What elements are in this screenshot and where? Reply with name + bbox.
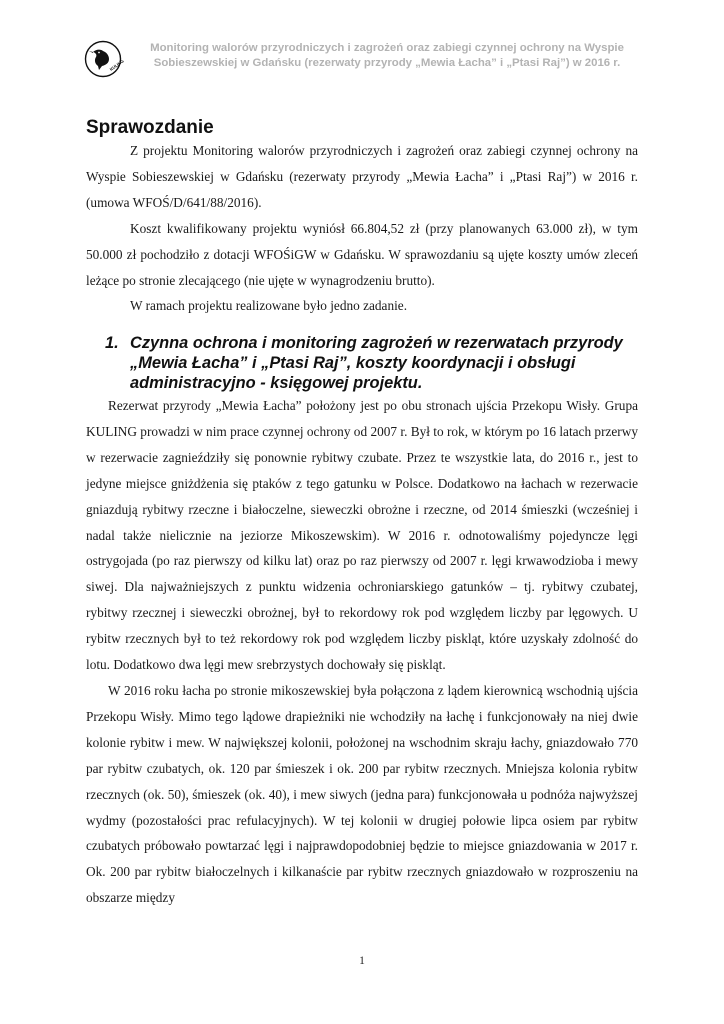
- running-header: Monitoring walorów przyrodniczych i zagrożeń oraz zabiegi czynnej ochrony na Wyspie Sobieszewskiej w Gdańsku (rezerwaty przyrody „Mewia Łacha” i „Ptasi Raj”) w 2016 r.: [150, 42, 624, 69]
- section-paragraph-1: Rezerwat przyrody „Mewia Łacha” położony jest po obu stronach ujścia Przekopu Wisły. Grupa KULING prowadzi w nim prace czynnej ochrony od 2007 r. Był to rok, w którym po 16 latach przerwy w rezerwacie zagnieździły się ponownie rybitwy czubate. Przez te wszystkie lata, do 2016 r., jest to jedyne miejsce gniżdżenia się ptaków z tego gatunku w Polsce. Dodatkowo na łachach w rezerwacie gniazdują rybitwy rzeczne i białoczelne, sieweczki obrożne i rzeczne, od 2014 śmieszki (wcześniej i nadal także nielicznie na jeziorze Mikoszewskim). W 2016 r. odnotowaliśmy pojedyncze lęgi ostrygojada (po raz pierwszy od kilku lat) oraz po raz pierwszy od 2007 r. lęgi krwawodzioba i mewy siwej. Dla najważniejszych z punktu widzenia ochroniarskiego gatunków – tj. rybitwy czubatej, rybitwy rzecznej i sieweczki obrożnej, był to rekordowy rok pod względem liczby par lęgowych. U rybitw rzecznych był to też rekordowy rok pod względem liczby piskląt, które uzyskały zdolność do lotu. Dodatkowo dwa lęgi mew srebrzystych dochowały się piskląt.: [86, 398, 638, 673]
- section-heading: [105, 333, 645, 393]
- section-number: 1.: [105, 334, 119, 352]
- intro-paragraph-1: Z projektu Monitoring walorów przyrodniczych i zagrożeń oraz zabiegi czynnej ochrony na Wyspie Sobieszewskiej w Gdańsku (rezerwaty przyrody „Mewia Łacha” i „Ptasi Raj”) w 2016 r. (umowa WFOŚ/D/641/88/2016).: [86, 143, 638, 210]
- bird-logo-icon: [84, 40, 125, 78]
- section-paragraph-2: W 2016 roku łacha po stronie mikoszewskiej była połączona z lądem kierownicą wschodnią ujścia Przekopu Wisły. Mimo tego lądowe drapieżniki nie wchodziły na łachę i funkcjonowały na niej dwie kolonie rybitw i mew. W największej kolonii, położonej na wschodnim skraju łachy, gniazdowało 770 par rybitw czubatych, ok. 120 par śmieszek i ok. 200 par rybitw rzecznych. Mniejsza kolonia rybitw rzecznych (ok. 50), śmieszek (ok. 40), i mew siwych (jedna para) funkcjonowała u podnóża najwyższej wydmy (pozostałości prac refulacyjnych). W tej kolonii w drugiej połowie lipca osiem par rybitw czubatych próbowało powtarzać lęgi i najprawdopodobniej będzie to miejsce gniazdowania w 2017 r. Ok. 200 par rybitw białoczelnych i kilkanaście par rybitw rzecznych gniazdowało w rozproszeniu na obszarze między: [86, 682, 638, 906]
- kuling-logo: [84, 40, 125, 78]
- intro-paragraph-2: Koszt kwalifikowany projektu wyniósł 66.804,52 zł (przy planowanych 63.000 zł), w tym 50.000 zł pochodziło z dotacji WFOŚiGW w Gdańsku. W sprawozdaniu są ujęte koszty umów zleceń leżące po stronie zlecającego (nie ujęte w wynagrodzeniu brutto).: [86, 220, 638, 288]
- intro-section: [86, 138, 638, 319]
- intro-paragraph-3: W ramach projektu realizowane było jedno zadanie.: [130, 298, 408, 314]
- section-body: [86, 393, 638, 911]
- report-title: Sprawozdanie: [86, 117, 214, 138]
- page-number: 1: [359, 955, 365, 967]
- svg-text:KULING: KULING: [108, 58, 125, 72]
- section-title: Czynna ochrona i monitoring zagrożeń w rezerwatach przyrody „Mewia Łacha” i „Ptasi Raj”, koszty koordynacji i obsługi administracyjno - księgowej projektu.: [130, 334, 623, 392]
